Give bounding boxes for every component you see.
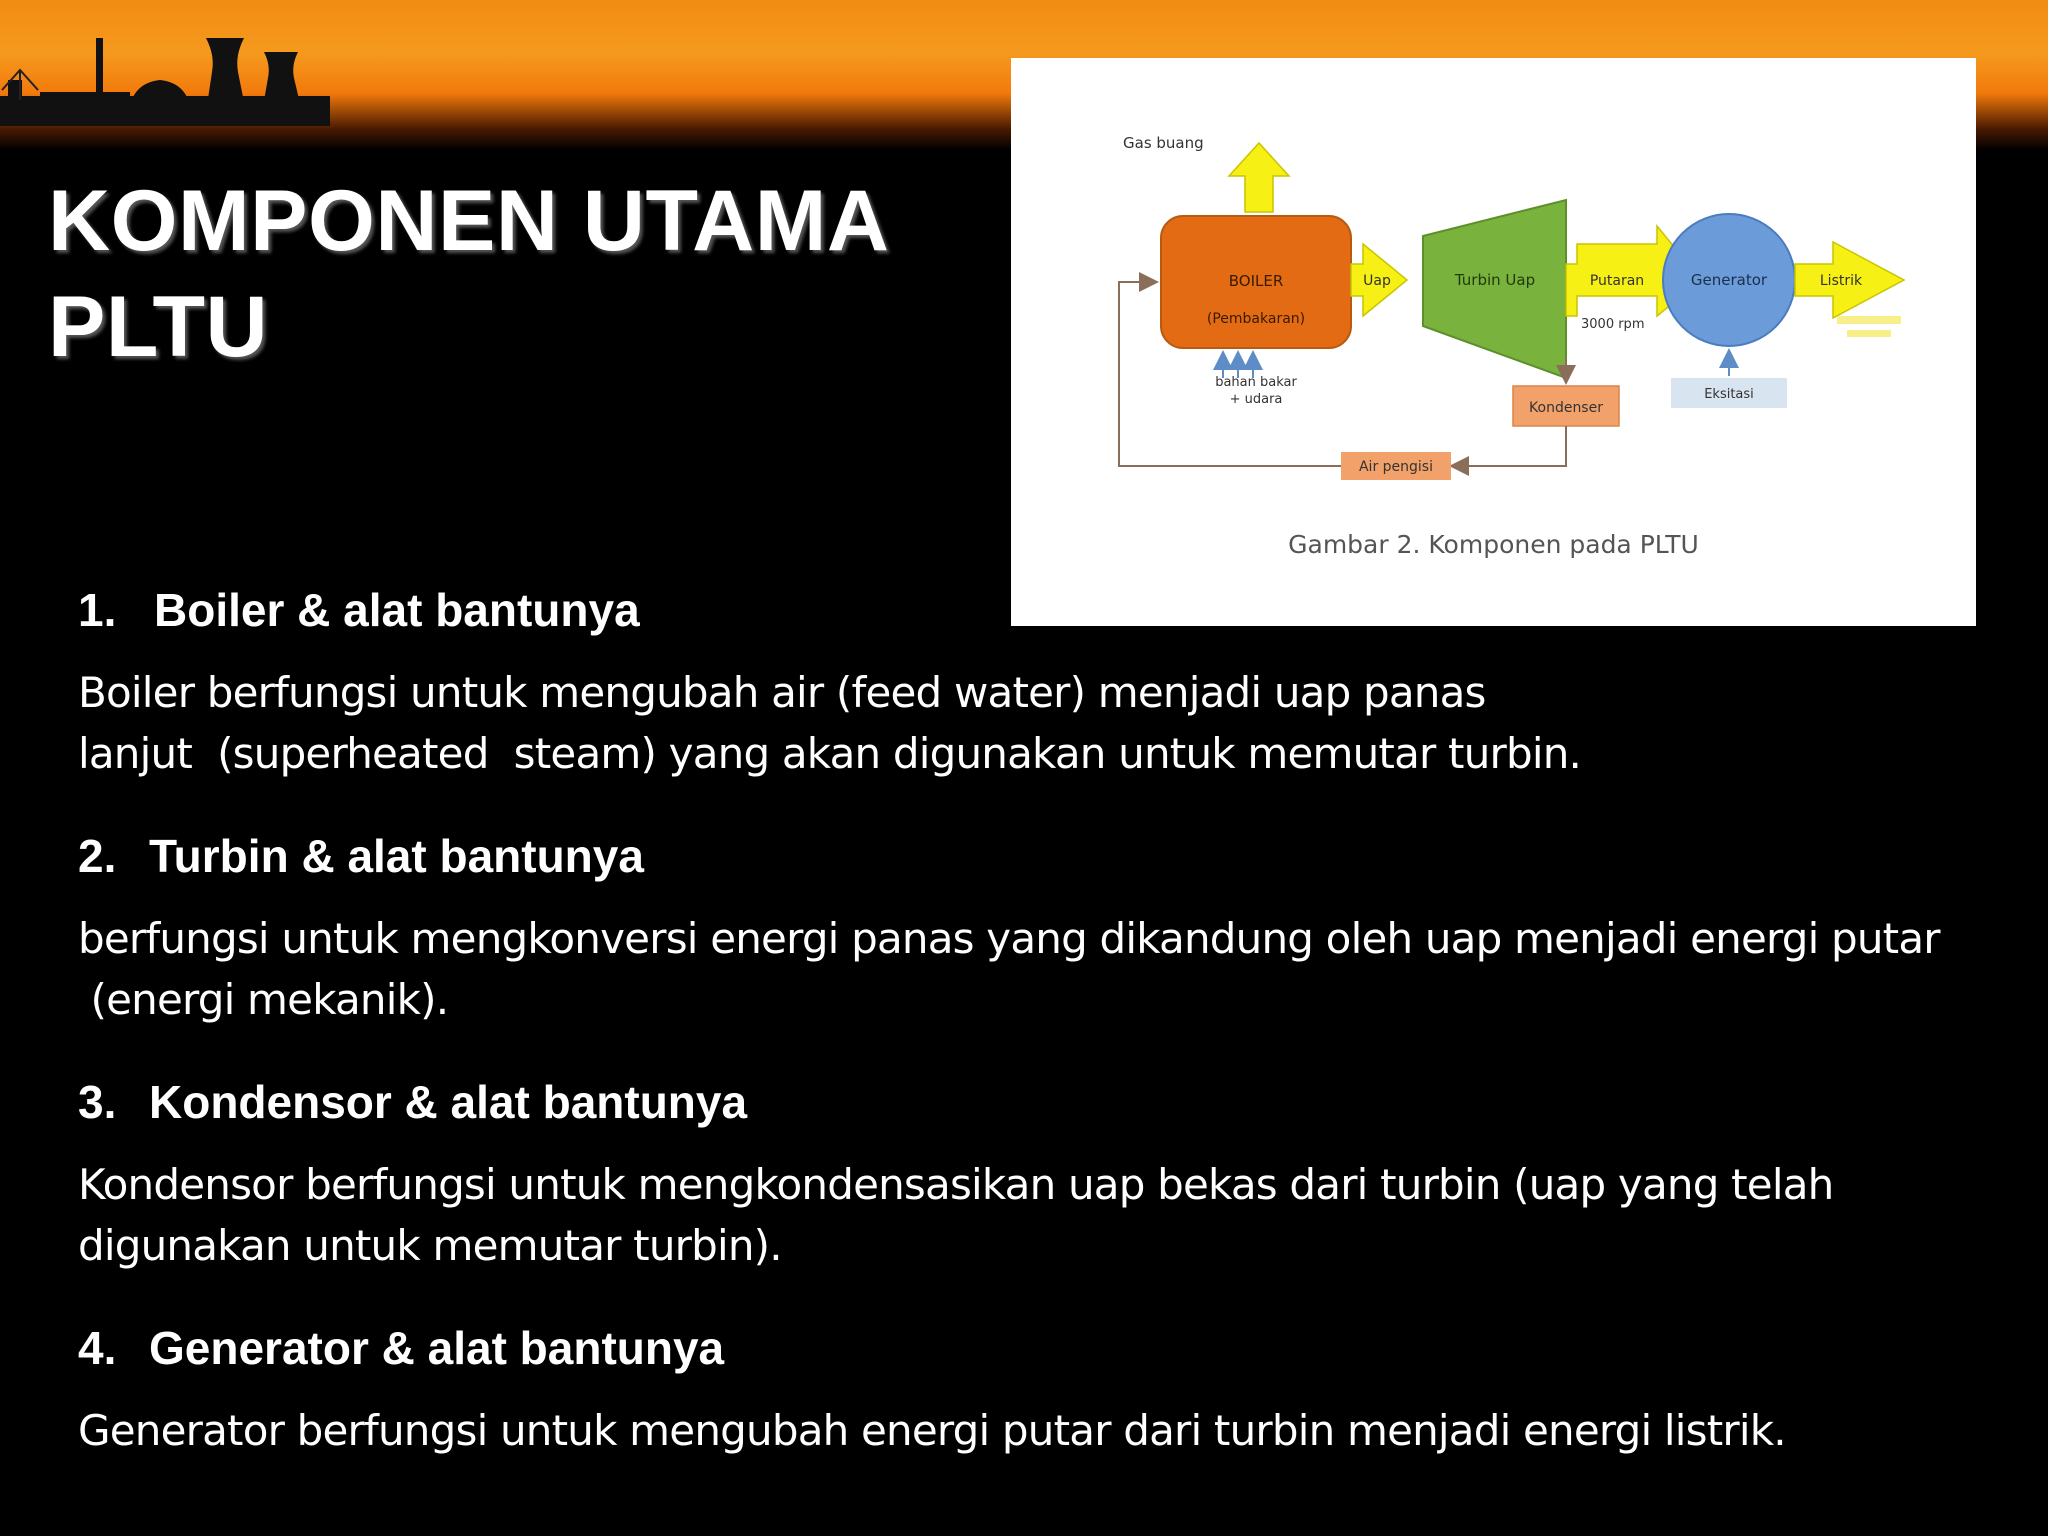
listrik-label: Listrik — [1819, 273, 1863, 289]
slide-title-line-2: PLTU — [48, 279, 269, 375]
kondenser-label: Kondenser — [1529, 400, 1603, 416]
putaran-label: Putaran — [1589, 273, 1645, 289]
item-number: 1. — [78, 584, 117, 636]
generator-label: Generator — [1690, 271, 1768, 289]
turbin-uap-label: Turbin Uap — [1454, 271, 1536, 289]
item-body-generator — [78, 1400, 1786, 1461]
item-number: 2. — [78, 830, 117, 882]
air-pengisi-label: Air pengisi — [1358, 459, 1434, 475]
item-title: Turbin & alat bantunya — [149, 830, 644, 882]
gas-buang-arrow — [1229, 143, 1289, 212]
item-title: Boiler & alat bantunya — [154, 584, 640, 636]
slide-title-line-1: KOMPONEN UTAMA — [48, 173, 890, 269]
item-heading-turbin — [78, 826, 644, 886]
boiler-sublabel: (Pembakaran) — [1206, 311, 1306, 327]
diagram-caption: Gambar 2. Komponen pada PLTU — [1288, 530, 1699, 559]
item-heading-generator — [78, 1318, 724, 1378]
item-heading-kondensor — [78, 1072, 747, 1132]
body-line: lanjut (superheated steam) yang akan digunakan untuk memutar turbin. — [78, 729, 1582, 778]
body-line: berfungsi untuk mengkonversi energi panas yang dikandung oleh uap menjadi energi putar — [78, 914, 1940, 963]
rpm-label: 3000 rpm — [1581, 317, 1645, 332]
item-title: Generator & alat bantunya — [149, 1322, 725, 1374]
body-line: (energi mekanik). — [78, 975, 449, 1024]
item-body-turbin — [78, 908, 1940, 1030]
body-line: Kondensor berfungsi untuk mengkondensasikan uap bekas dari turbin (uap yang telah — [78, 1160, 1834, 1209]
turbin-uap-node — [1423, 200, 1566, 378]
listrik-note-blur — [1837, 316, 1901, 324]
bahan-bakar-label: bahan bakar — [1215, 375, 1297, 390]
item-heading-boiler — [78, 580, 640, 640]
body-line: Boiler berfungsi untuk mengubah air (feed water) menjadi uap panas — [78, 668, 1486, 717]
eksitasi-label: Eksitasi — [1704, 387, 1754, 402]
uap-label: Uap — [1363, 273, 1391, 289]
pltu-diagram-figure — [1011, 58, 1976, 626]
item-title: Kondensor & alat bantunya — [149, 1076, 748, 1128]
item-body-boiler — [78, 662, 1581, 784]
body-line: digunakan untuk memutar turbin). — [78, 1221, 782, 1270]
power-plant-silhouette-icon — [0, 0, 330, 130]
gas-buang-label: Gas buang — [1123, 134, 1204, 152]
slide-title — [48, 168, 889, 380]
item-body-kondensor — [78, 1154, 1833, 1276]
item-number: 3. — [78, 1076, 117, 1128]
kondenser-to-air-pengisi-line — [1451, 426, 1566, 466]
body-line: Generator berfungsi untuk mengubah energi putar dari turbin menjadi energi listrik. — [78, 1406, 1786, 1455]
listrik-note-blur-2 — [1847, 330, 1891, 337]
boiler-label: BOILER — [1228, 272, 1284, 290]
udara-label: + udara — [1229, 392, 1283, 407]
item-number: 4. — [78, 1322, 117, 1374]
